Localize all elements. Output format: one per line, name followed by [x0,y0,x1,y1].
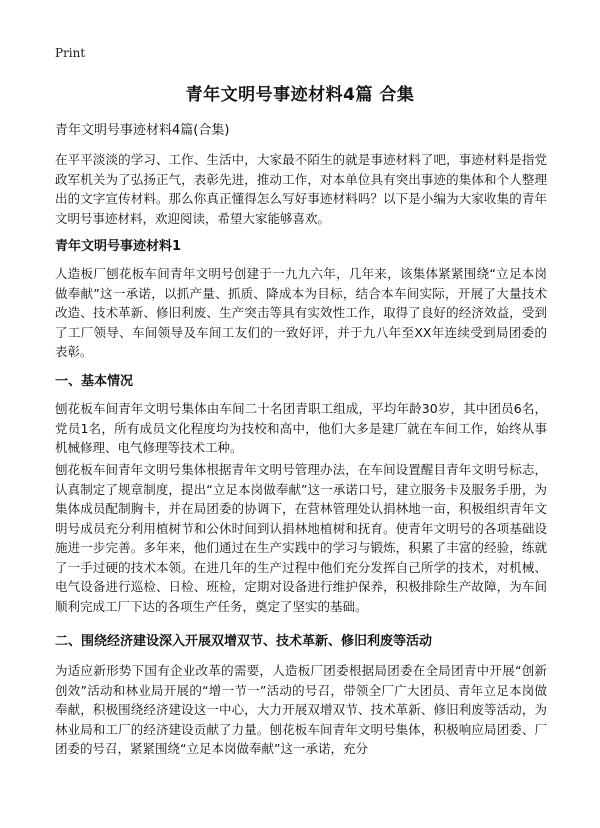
section-heading-economic-activities: 二、围绕经济建设深入开展双增双节、技术革新、修旧利废等活动 [55,634,433,649]
paragraph-economic-activities: 为适应新形势下国有企业改革的需要，人造板厂团委根据局团委在全局团青中开展“创新创效”活动和林业局开展的“增一节一”活动的号召，带领全厂广大团员、青年立足本岗做奉献，积极围绕经济建设这一中心，大力开展双增双节、技术革新、修旧利废等活动，为林业局和工厂的经济建设贡献了力量。刨花板车间青年文明号集体，积极响应局团委、厂团委的号召，紧紧围绕“立足本岗做奉献”这一承诺，充分 [55,663,547,756]
paragraph-basic-info: 刨花板车间青年文明号集体由车间二十名团青职工组成，平均年龄30岁，其中团员6名，党员1名，所有成员文化程度均为技校和高中，他们大多是建厂就在车间工作，始终从事机械修理、电气修理等技术工种。 [55,401,547,455]
print-link[interactable]: Print [55,46,86,60]
section-heading-basic-info: 一、基本情况 [55,374,134,389]
intro-paragraph: 在平平淡淡的学习、工作、生活中，大家最不陌生的就是事迹材料了吧，事迹材料是指党政军机关为了弘扬正气，表彰先进，推动工作，对本单位具有突出事迹的集体和个人整理出的文字宣传材料。那么你真正懂得怎么写好事迹材料吗？以下是小编为大家收集的青年文明号事迹材料，欢迎阅读，希望大家能够喜欢。 [55,152,547,226]
section-heading-material-1: 青年文明号事迹材料1 [55,239,182,254]
paragraph-creation: 人造板厂刨花板车间青年文明号创建于一九九六年，几年来，该集体紧紧围绕“立足本岗做奉献”这一承诺，以抓产量、抓质、降成本为目标，结合本车间实际，开展了大量技术改造、技术革新、修旧利废、生产突击等具有实效性工作，取得了良好的经济效益，受到了工厂领导、车间领导及车间工友们的一致好评，并于九八年至XX年连续受到局团委的表彰。 [55,266,547,359]
document-subtitle: 青年文明号事迹材料4篇(合集) [55,123,230,138]
document-title: 青年文明号事迹材料4篇 合集 [185,85,415,105]
paragraph-management: 刨花板车间青年文明号集体根据青年文明号管理办法，在车间设置醒目青年文明号标志，认真制定了规章制度，提出“立足本岗做奉献”这一承诺口号，建立服务卡及服务手册，为集体成员配制胸卡，并在局团委的协调下，在营林管理处认捐林地一亩，积极组织青年文明号成员充分利用植树节和公休时间到认捐林地植树和抚育。使青年文明号的各项基础设施进一步完善。多年来，他们通过在生产实践中的学习与锻炼，积累了丰富的经验，练就了一手过硬的技术本领。在进几年的生产过程中他们充分发挥自己所学的技术，对机械、电气设备进行巡检、日检、班检，定期对设备进行维护保养，积极排除生产故障，为车间顺利完成工厂下达的各项生产任务，奠定了坚实的基础。 [55,462,547,614]
